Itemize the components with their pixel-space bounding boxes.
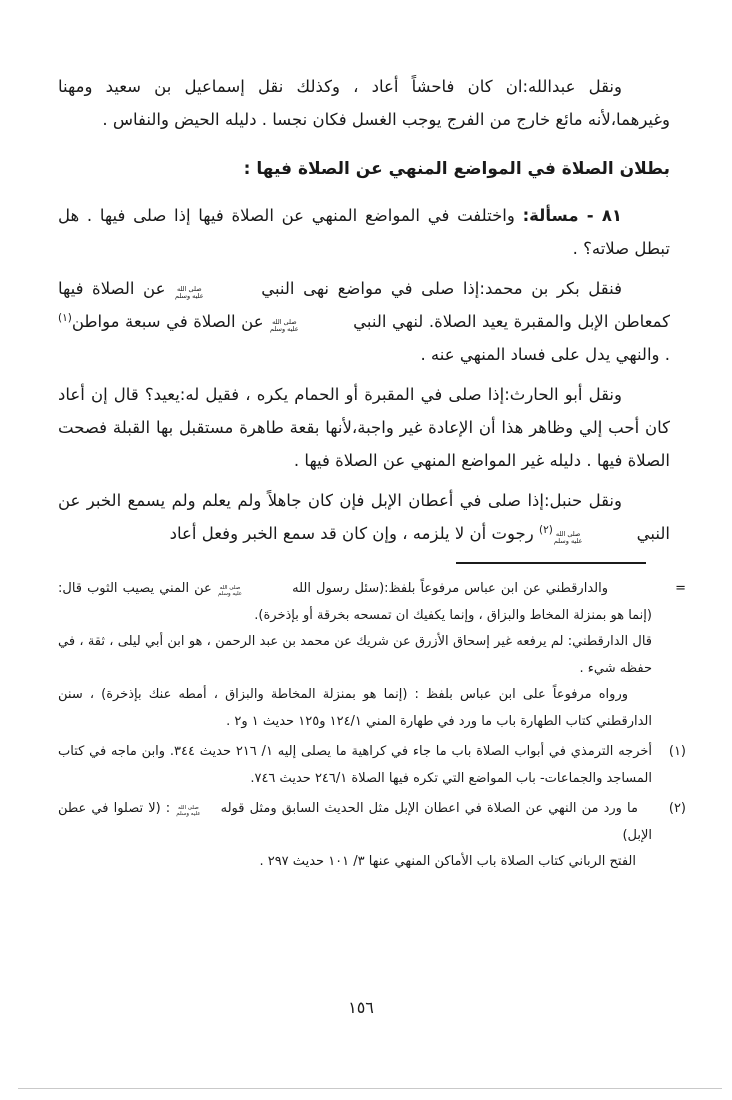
body-text: والدارقطني عن ابن عباس مرفوعاً بلفظ:(سئل رسول الله [287, 581, 608, 596]
body-text: ونقل أبو الحارث:إذا صلى في المقبرة أو الحمام يكره ، فقيل له:يعيد؟ قال إن أعاد كان أحب إلي وظاهر هذا أن الإعادة غير واجبة،لأنها بقعة طاهرة مستقبل بها القبلة فصحت الصلاة فيها . دليله غير المواضع المنهي عن الصلاة فيها . [58, 385, 670, 470]
footnote-paragraph [58, 796, 652, 849]
body-text: عن المني يصيب الثوب قال: (إنما هو بمنزلة المخاط والبزاق ، وإنما يكفيك ان تمسحه بخرقة أو بإذخرة). [58, 581, 652, 623]
footnote-body [58, 739, 652, 792]
body-text: عن الصلاة في سبعة مواطن [71, 312, 270, 331]
text-block [58, 70, 686, 880]
pbuh-honorific-symbol [270, 319, 347, 334]
body-text: قال الدارقطني: لم يرفعه غير إسحاق الأزرق عن شريك عن محمد بن عبد الرحمن ، هو ابن أبي ليلى ، ثقة ، في حفظه شيء . [58, 634, 652, 676]
body-text: رجوت أن لا يلزمه ، وإن كان قد سمع الخبر وفعل أعاد [169, 524, 539, 543]
footnotes-section [58, 576, 686, 876]
pbuh-honorific-symbol [218, 585, 286, 598]
body-text: الفتح الرباني كتاب الصلاة باب الأماكن المنهي عنها ٣/ ١٠١ حديث ٢٩٧ . [259, 854, 636, 869]
pbuh-bottom-line: عليه وسلم [270, 325, 299, 333]
pbuh-bottom-line: عليه وسلم [217, 591, 243, 597]
footnote-ref-marker: (١) [58, 312, 72, 324]
pbuh-honorific-symbol [176, 805, 214, 818]
pbuh-bottom-line: عليه وسلم [553, 537, 583, 545]
footnote-body [58, 796, 652, 876]
footnote-marker: = [675, 581, 686, 596]
pbuh-honorific-symbol [175, 286, 252, 301]
main-text [58, 70, 670, 550]
scan-edge-artifact [18, 1088, 722, 1089]
footnote-paragraph [58, 576, 652, 629]
paragraph-naql-hanbal [58, 484, 670, 550]
paragraph-naql-bakr [58, 272, 670, 371]
paragraph-naql-abu-alharith [58, 378, 670, 477]
body-text: عن الصلاة فيها كمعاطن الإبل والمقبرة يعيد الصلاة. لنهي النبي [58, 279, 670, 331]
footnote-1 [58, 739, 686, 792]
body-text: . والنهي يدل على فساد المنهي عنه . [420, 345, 670, 364]
section-heading-butlan-alsalah: بطلان الصلاة في المواضع المنهي عن الصلاة فيها : [243, 159, 670, 179]
paragraph-naql-abdullah [58, 70, 670, 136]
body-text: ونقل عبدالله:ان كان فاحشاً أعاد ، وكذلك نقل إسماعيل بن سعيد ومهنا وغيرهما،لأنه مائع خارج من الفرج يوجب الغسل فكان نجسا . دليله الحيض والنفاس . [58, 77, 670, 129]
pbuh-top-line: صلى الله [272, 317, 297, 326]
footnote-continuation [58, 576, 686, 735]
body-text: ورواه مرفوعاً على ابن عباس بلفظ : (إنما هو بمنزلة المخاطة والبزاق ، أمطه عنك بإذخرة) ، سنن الدارقطني كتاب الطهارة باب ما ورد في طهارة المني ١٢٤/١ و١٢٥ حديث ١ و٢ . [58, 687, 652, 729]
footnote-paragraph [58, 739, 652, 792]
footnote-separator [456, 562, 646, 564]
footnote-body [58, 576, 652, 735]
pbuh-top-line: صلى الله [219, 584, 241, 591]
pbuh-bottom-line: عليه وسلم [176, 811, 201, 817]
pbuh-bottom-line: عليه وسلم [175, 292, 204, 300]
footnote-paragraph [58, 849, 652, 876]
pbuh-top-line: صلى الله [177, 284, 202, 293]
footnote-marker: (٢) [668, 801, 686, 816]
footnote-paragraph [58, 682, 652, 735]
body-text: واختلفت في المواضع المنهي عن الصلاة فيها إذا صلى فيها . هل تبطل صلاته؟ . [58, 206, 670, 258]
paragraph-masala-81 [58, 199, 670, 265]
footnote-marker: (١) [668, 744, 686, 759]
emphasis-text: ٨١ - مسألة: [522, 206, 623, 225]
footnote-2 [58, 796, 686, 876]
body-text: ونقل حنبل:إذا صلى في أعطان الإبل فإن كان جاهلاً ولم يعلم ولم يسمع الخبر عن النبي [58, 491, 670, 543]
pbuh-honorific-symbol [554, 531, 631, 546]
footnote-ref-marker: (٢) [538, 524, 553, 536]
pbuh-top-line: صلى الله [178, 804, 199, 811]
footnote-paragraph [58, 629, 652, 682]
body-text: : (لا تصلوا في عطن الإبل) [58, 801, 652, 843]
body-text: أخرجه الترمذي في أبواب الصلاة باب ما جاء في كراهية ما يصلى إليه ١/ ٢١٦ حديث ٣٤٤. وابن ماجه في كتاب المساجد والجماعات- باب المواضع التي تكره فيها الصلاة ٢٤٦/١ حديث ٧٤٦. [58, 744, 653, 786]
page-number: ١٥٦ [348, 998, 374, 1017]
body-text: ما ورد من النهي عن الصلاة في اعطان الإبل مثل الحديث السابق ومثل قوله [215, 801, 638, 816]
pbuh-top-line: صلى الله [555, 529, 581, 538]
body-text: فنقل بكر بن محمد:إذا صلى في مواضع نهى النبي [252, 279, 622, 298]
